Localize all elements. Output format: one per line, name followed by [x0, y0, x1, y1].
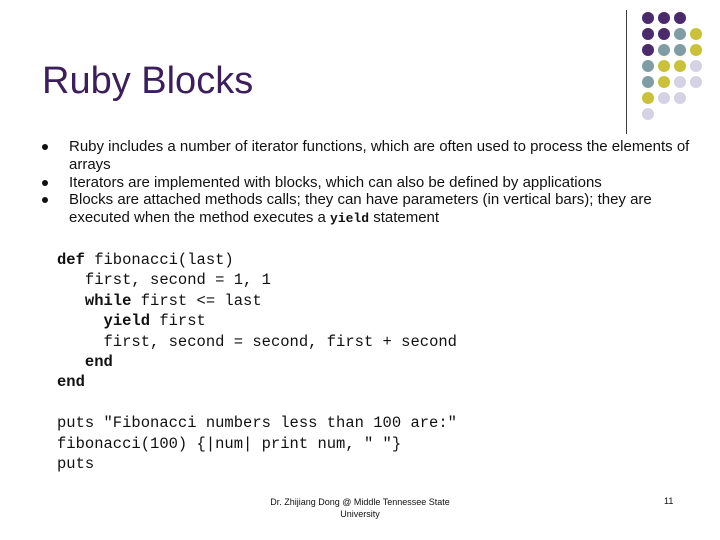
dot-olive	[658, 60, 670, 72]
page-number: 11	[664, 496, 674, 506]
dot-purple	[642, 44, 654, 56]
dot-lavender	[690, 60, 702, 72]
dot-purple	[674, 12, 686, 24]
dot-lavender	[674, 92, 686, 104]
code-text: first <= last	[131, 291, 262, 310]
code-keyword: def	[57, 251, 85, 269]
code-text: first	[150, 312, 206, 331]
slide-title: Ruby Blocks	[42, 60, 254, 102]
code-text: fibonacci(last)	[84, 251, 234, 269]
vertical-divider	[626, 10, 627, 134]
footer-line: University	[340, 509, 380, 519]
bullet-dot-icon	[42, 144, 48, 150]
dot-lavender	[674, 76, 686, 88]
dot-teal	[674, 44, 686, 56]
bullet-text: Iterators are implemented with blocks, which can also be defined by applications	[69, 173, 602, 191]
dot-purple	[642, 12, 654, 24]
dot-teal	[658, 44, 670, 56]
dot-purple	[642, 28, 654, 40]
dot-olive	[642, 92, 654, 104]
code-keyword: while	[84, 291, 132, 310]
bullet-text: statement	[369, 209, 440, 227]
bullet-dot-icon	[42, 197, 48, 203]
dot-olive	[674, 60, 686, 72]
code-text: puts "Fibonacci numbers less than 100 are:"	[57, 414, 457, 433]
bullet-text: Ruby includes a number of iterator functions, which are often used to process the elements of arrays	[69, 138, 690, 173]
yield-keyword: yield	[330, 211, 370, 227]
code-block	[57, 250, 457, 474]
dot-teal	[642, 76, 654, 88]
dot-lavender	[642, 108, 654, 120]
dot-olive	[690, 44, 702, 56]
code-text: first, second = second, first + second	[103, 332, 457, 351]
code-text: first, second = 1, 1	[84, 271, 271, 290]
bullet-dot-icon	[42, 180, 48, 186]
bullet-item	[42, 174, 702, 192]
code-keyword: end	[84, 353, 113, 372]
footer-author	[250, 496, 470, 520]
dot-teal	[674, 28, 686, 40]
code-keyword: yield	[103, 312, 151, 331]
dot-purple	[658, 12, 670, 24]
dot-purple	[658, 28, 670, 40]
footer-line: Dr. Zhijiang Dong @ Middle Tennessee State	[270, 497, 450, 507]
code-text: puts	[57, 455, 95, 474]
dot-olive	[658, 76, 670, 88]
dot-teal	[642, 60, 654, 72]
code-keyword: end	[57, 373, 85, 392]
bullet-item	[42, 138, 702, 174]
dot-lavender	[690, 76, 702, 88]
code-text: fibonacci(100) {|num| print num, " "}	[57, 434, 402, 453]
dot-lavender	[658, 92, 670, 104]
dot-olive	[690, 28, 702, 40]
bullet-item	[42, 191, 702, 228]
bullet-text: Blocks are attached methods calls; they can have parameters (in vertical bars); they are executed when the method executes a	[69, 191, 652, 227]
bullet-list	[42, 138, 702, 228]
